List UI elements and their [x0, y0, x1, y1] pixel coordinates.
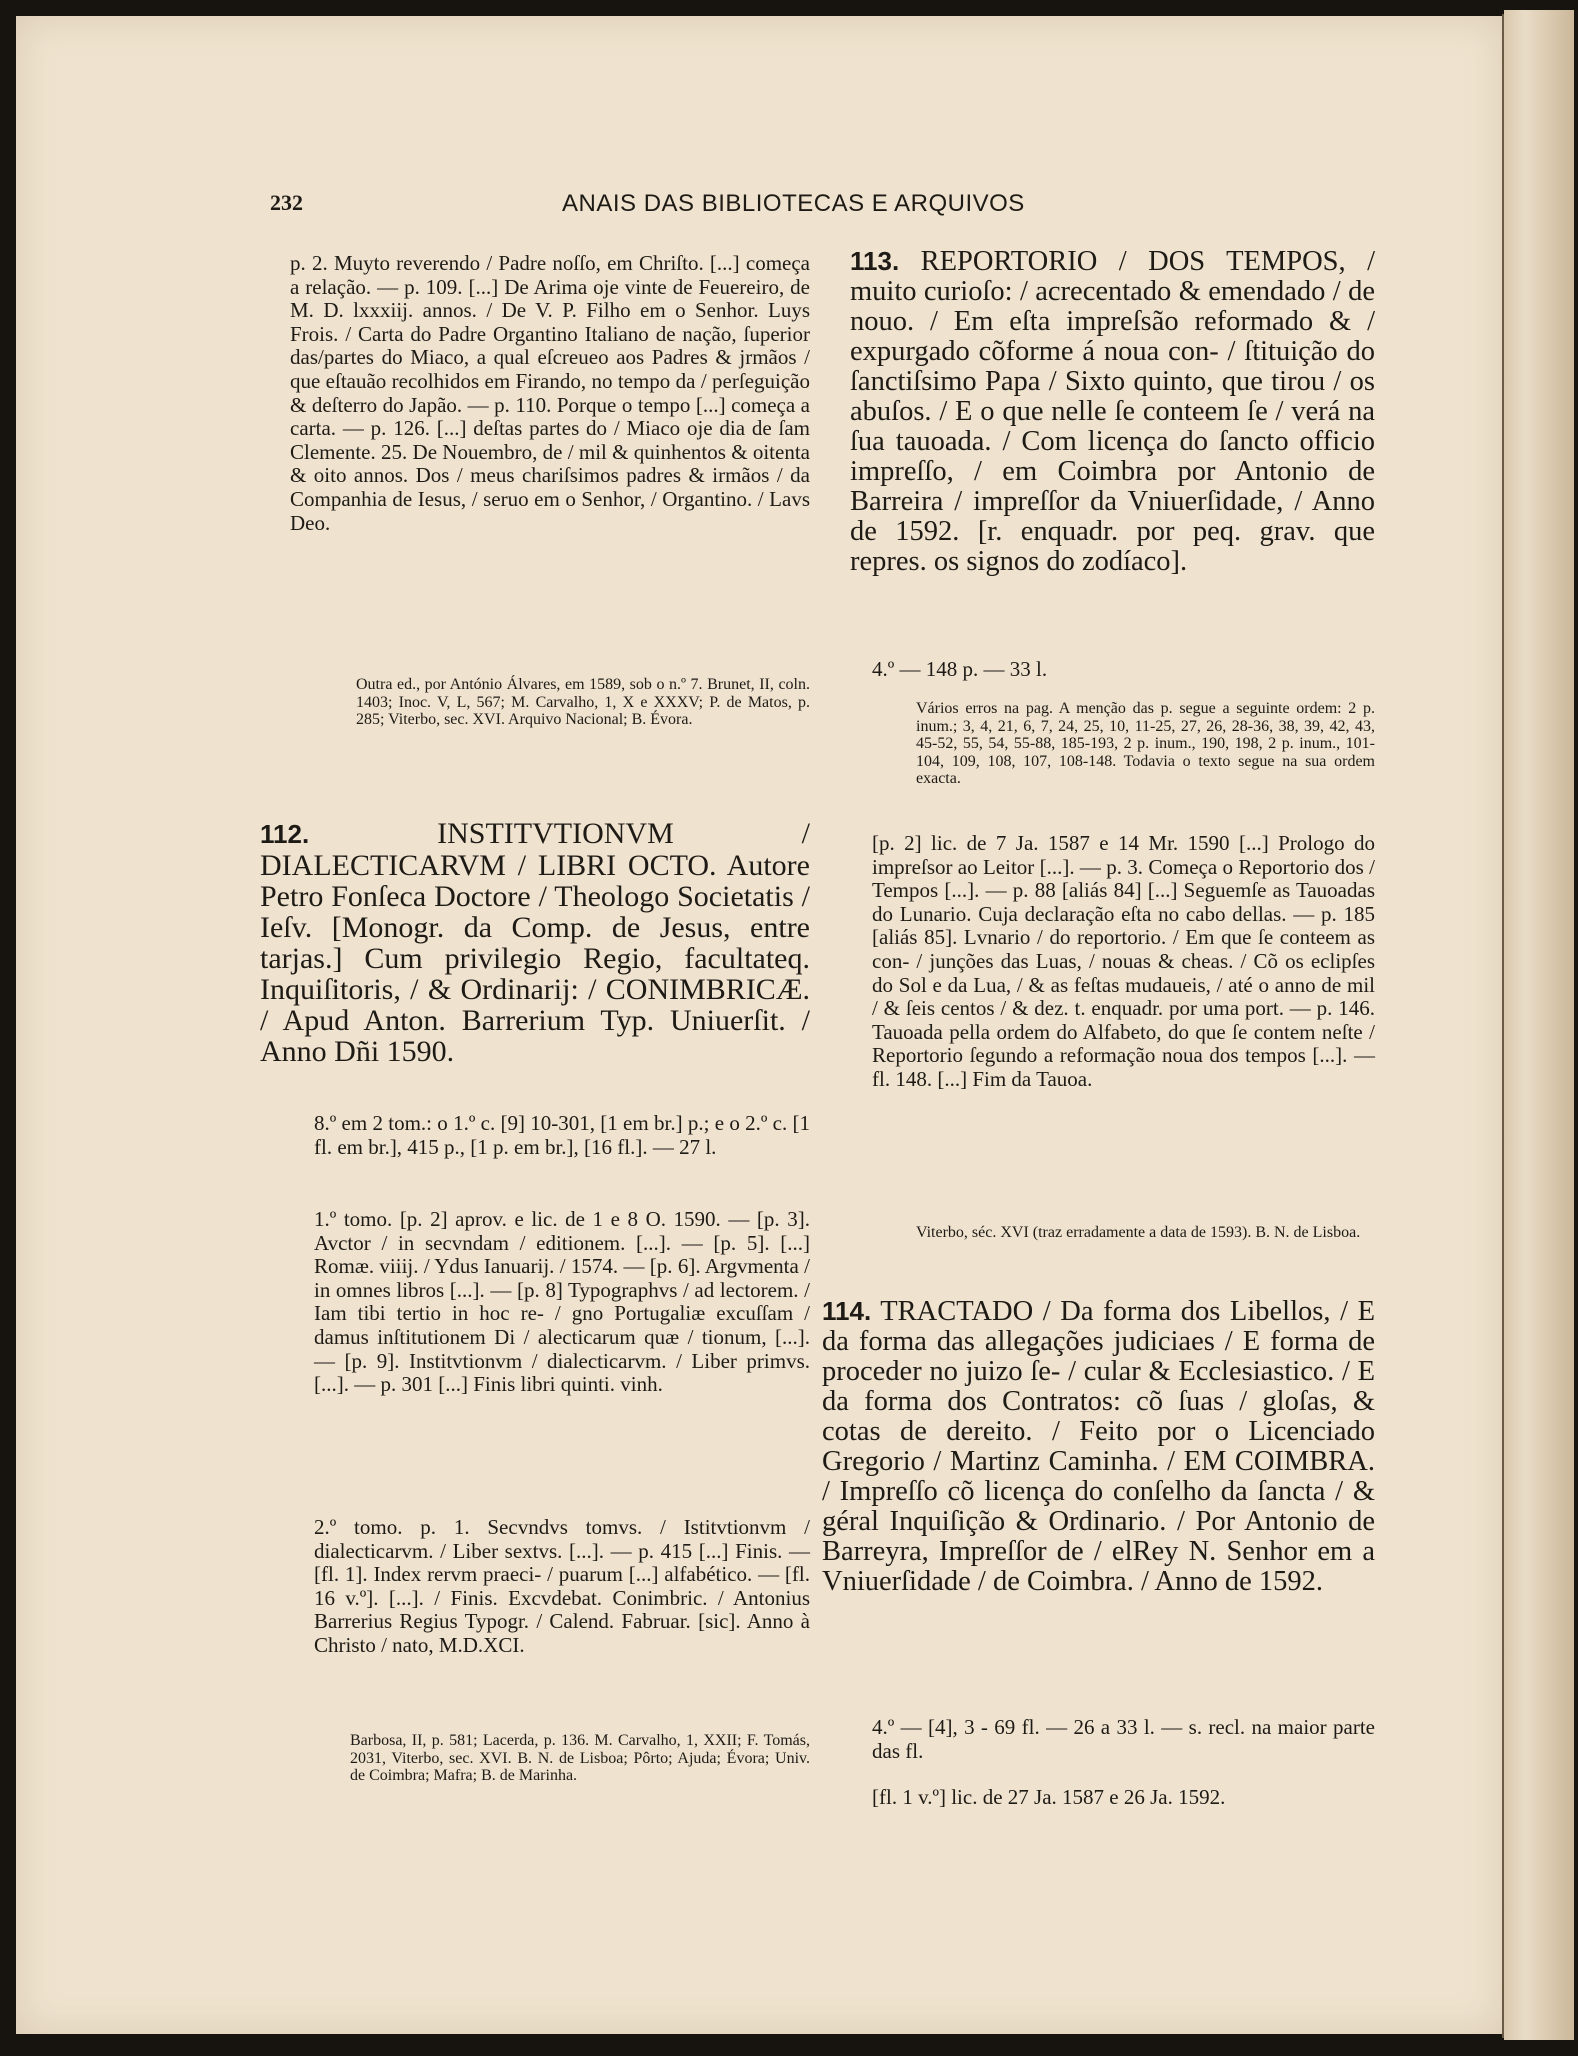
entry-112-tomo-2-text: 2.º tomo. p. 1. Secvndvs tomvs. / Istitvtionvm / dialecticarvm. / Liber sextvs. [...]. — p. 415 [...] Finis. — [fl. 1]. Index rervm praeci- / puarum [...] alfabético. — [fl. 16 v.º]. [...]. / Finis. Excvdebat. Conimbric. / Antonius Barrerius Regius Typogr. / Calend. Fabruar. [sic]. Anno à Christo / nato, M.D.XCI.: [314, 1515, 810, 1657]
entry-112-tomo-1-text: 1.º tomo. [p. 2] aprov. e lic. de 1 e 8 O. 1590. — [p. 3]. Avctor / in secvndam / editionem. [...]. — [p. 5]. [...] Romæ. viiij. / Ydus Ianuarij. / 1574. — [p. 6]. Argvmenta / in omnes libros [...]. — [p. 8] Typographvs / ad lectorem. / Iam tibi tertio in hoc re- / gno Portugaliæ excuſſam / damus inſtitutionem Di / alecticarum quæ / tionum, [...]. — [p. 9]. Institvtionvm / dialecticarvm. / Liber primvs. [...]. — p. 301 [...] Finis libri quinti. vinh.: [314, 1207, 810, 1397]
page-gutter: [1502, 14, 1504, 2038]
entry-113: [850, 246, 1375, 577]
entry-114: [822, 1296, 1375, 1597]
entry-113-pagination-note-text: Vários erros na pag. A menção das p. segue a seguinte ordem: 2 p. inum.; 3, 4, 21, 6, 7, 24, 25, 10, 11-25, 27, 26, 28-36, 38, 39, 42, 43, 45-52, 55, 54, 55-88, 185-193, 2 p. inum., 190, 198, 2 p. inum., 101-104, 109, 108, 107, 108-148. Todavia o texto segue na sua ordem exacta.: [916, 700, 1375, 788]
running-title: ANAIS DAS BIBLIOTECAS E ARQUIVOS: [562, 190, 1025, 217]
entry-113-description-text: [p. 2] lic. de 7 Ja. 1587 e 14 Mr. 1590 [...] Prologo do impreſsor ao Leitor [...]. — p. 3. Começa o Reportorio dos / Tempos [...]. — p. 88 [aliás 84] [...] Seguemſe as Tauoadas do Lunario. Cuja declaração eſta no cabo dellas. — p. 185 [aliás 85]. Lvnario / do reportorio. / Em que ſe conteem as con- / junções das Luas, / nouas & cheas. / Cõ os eclipſes do Sol e da Lua, / & as feſtas mudaueis, / até o anno de mil / & ſeis centos / & dez. t. enquadr. por uma port. — p. 146. Tauoada pella ordem do Alfabeto, do que ſe contem neſte / Reportorio ſegundo a reformação noua dos tempos [...]. — fl. 148. [...] Fim da Tauoa.: [872, 831, 1375, 1091]
entry-113-format-text: 4.º — 148 p. — 33 l.: [872, 657, 1048, 681]
entry-114-heading: [822, 1296, 1375, 1597]
entry-113-number: 113.: [850, 246, 900, 276]
entry-112-heading: [260, 818, 810, 1067]
entry-114-format: [872, 1716, 1375, 1763]
entry-113-notes: [916, 1224, 1375, 1242]
entry-112-notes-text: Barbosa, II, p. 581; Lacerda, p. 136. M. Carvalho, 1, XXII; F. Tomás, 2031, Viterbo, sec. XVI. B. N. de Lisboa; Pôrto; Ajuda; Évora; Univ. de Coimbra; Mafra; B. de Marinha.: [350, 1732, 810, 1785]
entry-112: [260, 818, 810, 1067]
entry-113-notes-text: Viterbo, séc. XVI (traz erradamente a data de 1593). B. N. de Lisboa.: [916, 1224, 1361, 1241]
continuation-entry: [290, 252, 810, 535]
entry-113-title: REPORTORIO / DOS TEMPOS, / muito curioſo: / acrecentado & emendado / de nouo. / Em eſta impreſsão reformado & / expurgado cõforme á noua con- / ſtituição do ſanctiſsimo Papa / Sixto quinto, que tirou / os abuſos. / E o que nelle ſe conteem ſe / verá na ſua tauoada. / Com licença do ſancto officio impreſſo, / em Coimbra por Antonio de Barreira / impreſſor da Vniuerſidade, / Anno de 1592. [r. enquadr. por peq. grav. que repres. os signos do zodíaco].: [850, 246, 1376, 577]
entry-114-title: TRACTADO / Da forma dos Libellos, / E da forma das allegações judiciaes / E forma de proceder no juizo ſe- / cular & Ecclesiastico. / E da forma dos Contratos: cõ ſuas / gloſas, & cotas de dereito. / Feito por o Licenciado Gregorio / Martinz Caminha. / EM COIMBRA. / Impreſſo cõ licença do conſelho da ſancta / & géral Inquiſição & Ordinario. / Por Antonio de Barreyra, Impreſſor de / elRey N. Senhor em a Vniuerſidade / de Coimbra. / Anno de 1592.: [822, 1296, 1375, 1597]
entry-112-notes: [350, 1732, 810, 1785]
entry-113-format: [872, 658, 1375, 682]
entry-114-number: 114.: [822, 1296, 872, 1326]
entry-113-heading: [850, 246, 1375, 577]
entry-114-description: [872, 1786, 1375, 1810]
entry-114-description-text: [fl. 1 v.º] lic. de 27 Ja. 1587 e 26 Ja. 1592.: [872, 1785, 1226, 1809]
continuation-notes: [356, 676, 810, 729]
entry-112-number: 112.: [260, 819, 310, 849]
entry-114-format-text: 4.º — [4], 3 - 69 fl. — 26 a 33 l. — s. recl. na maior parte das fl.: [872, 1715, 1375, 1763]
page-header: [270, 190, 1070, 226]
entry-112-format-text: 8.º em 2 tom.: o 1.º c. [9] 10-301, [1 em br.] p.; e o 2.º c. [1 fl. em br.], 415 p., [1 p. em br.], [16 fl.]. — 27 l.: [314, 1111, 810, 1159]
entry-112-tomo-1: [314, 1208, 810, 1397]
entry-113-pagination-note: [916, 700, 1375, 788]
entry-112-tomo-2: [314, 1516, 810, 1658]
page-number: 232: [270, 190, 303, 215]
continuation-text: p. 2. Muyto reverendo / Padre noſſo, em Chriſto. [...] começa a relação. — p. 109. [...] De Arima oje vinte de Feuereiro, de M. D. lxxxiij. annos. / De V. P. Filho em o Senhor. Luys Frois. / Carta do Padre Organtino Italiano de nação, ſuperior das/partes do Miaco, a qual eſcreueo aos Padres & jrmãos / que eſtauão recolhidos em Firando, no tempo da / perſeguição & deſterro do Japão. — p. 110. Porque o tempo [...] começa a carta. — p. 126. [...] deſtas partes do / Miaco oje dia de ſam Clemente. 25. De Nouembro, de / mil & quinhentos & oitenta & oito annos. Dos / meus chariſsimos padres & irmãos / da Companhia de Iesus, / seruo em o Senhor, / Organtino. / Lavs Deo.: [290, 251, 810, 535]
continuation-notes-text: Outra ed., por António Álvares, em 1589, sob o n.º 7. Brunet, II, coln. 1403; Inoc. V, L, 567; M. Carvalho, 1, X e XXXV; P. de Matos, p. 285; Viterbo, sec. XVI. Arquivo Nacional; B. Évora.: [356, 676, 810, 729]
facing-page-edge: [1504, 10, 1574, 2040]
entry-112-title: INSTITVTIONVM / DIALECTICARVM / LIBRI OCTO. Autore Petro Fonſeca Doctore / Theologo Societatis / Ieſv. [Monogr. da Comp. de Jesus, entre tarjas.] Cum privilegio Regio, facultateq. Inquiſitoris, / & Ordinarij: / CONIMBRICÆ. / Apud Anton. Barrerium Typ. Uniuerſit. / Anno Dñi 1590.: [260, 817, 811, 1068]
entry-112-format: [314, 1112, 810, 1159]
entry-113-description: [872, 832, 1375, 1092]
